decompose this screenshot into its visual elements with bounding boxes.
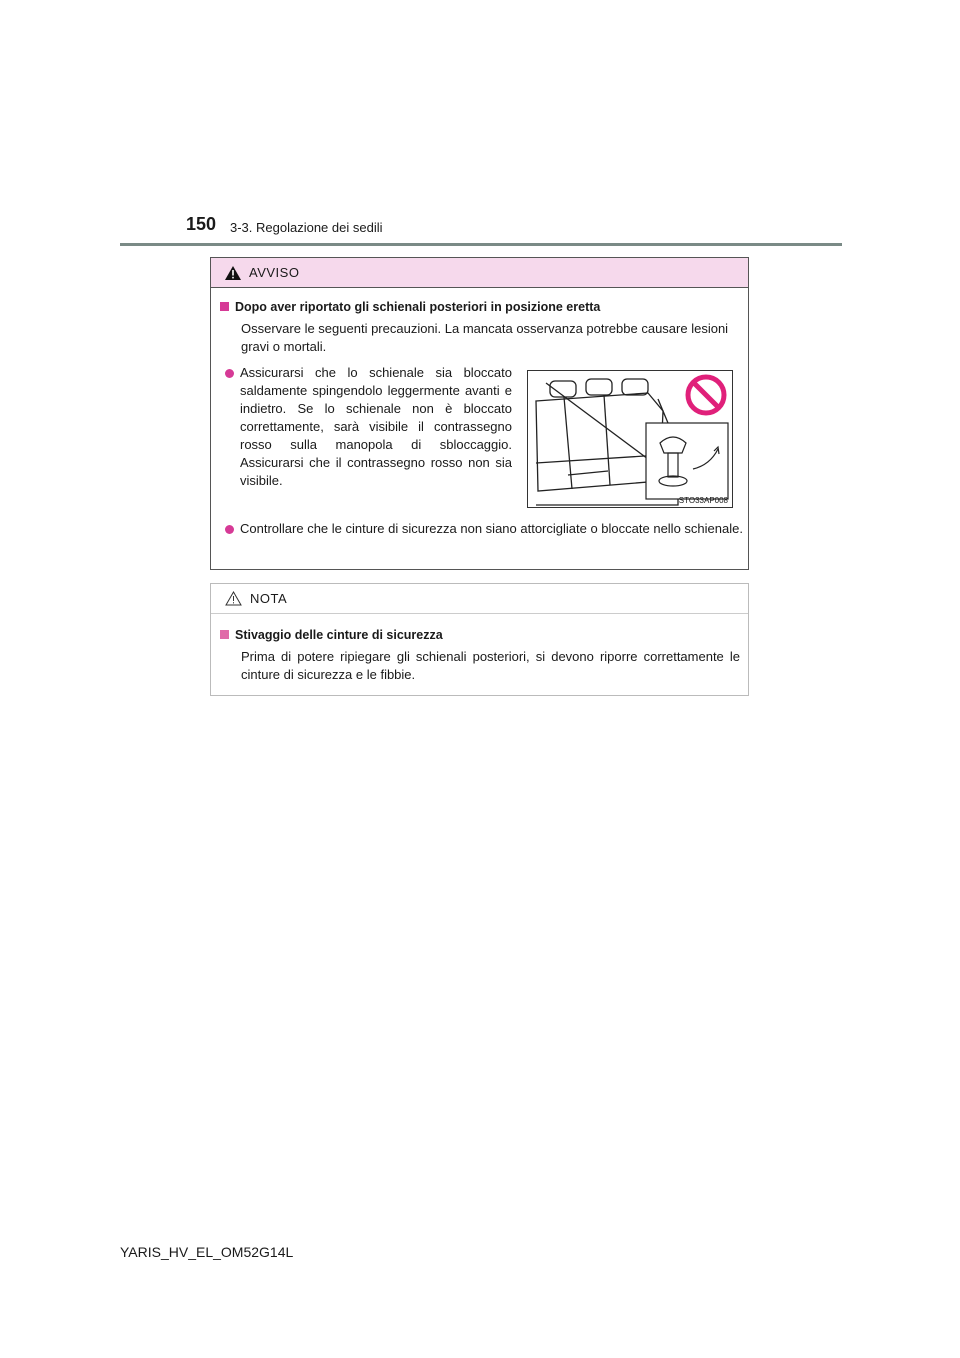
warning-header xyxy=(211,258,748,288)
square-bullet-icon xyxy=(220,630,229,639)
square-bullet-icon xyxy=(220,302,229,311)
note-box xyxy=(210,583,749,696)
section-title: 3-3. Regolazione dei sedili xyxy=(230,220,383,235)
warning-triangle-icon xyxy=(225,266,241,280)
note-title: NOTA xyxy=(250,591,288,606)
caution-outline-icon xyxy=(225,591,242,606)
warning-bullet-1: Assicurarsi che lo schienale sia bloccato saldamente spingendolo leggermente avanti e indietro. Se lo schienale non è bloccato correttamente, sarà visibile il contrassegno rosso sulla manopola di sbloccaggio. Assicurarsi che il contrassegno rosso non sia visibile. xyxy=(240,365,512,488)
round-bullet-icon xyxy=(225,369,234,378)
page-number: 150 xyxy=(186,214,217,234)
warning-heading: Dopo aver riportato gli schienali posteriori in posizione eretta xyxy=(220,298,745,316)
seat-release-illustration xyxy=(528,371,732,507)
round-bullet-icon xyxy=(225,525,234,534)
footer-code: YARIS_HV_EL_OM52G14L xyxy=(120,1244,294,1260)
seat-figure xyxy=(527,370,733,508)
warning-title: AVVISO xyxy=(249,265,300,280)
note-heading: Stivaggio delle cinture di sicurezza xyxy=(220,626,740,644)
note-text: Prima di potere ripiegare gli schienali posteriori, si devono riporre correttamente le cinture di sicurezza e le fibbie. xyxy=(241,649,740,682)
warning-box xyxy=(210,257,749,570)
header-rule xyxy=(120,243,842,246)
note-header xyxy=(211,584,748,614)
figure-code: STO33AP008 xyxy=(678,496,728,505)
warning-intro: Osservare le seguenti precauzioni. La mancata osservanza potrebbe causare lesioni gravi o mortali. xyxy=(241,321,729,354)
warning-bullet-2: Controllare che le cinture di sicurezza non siano attorcigliate o bloccate nello schienale. xyxy=(240,521,743,536)
